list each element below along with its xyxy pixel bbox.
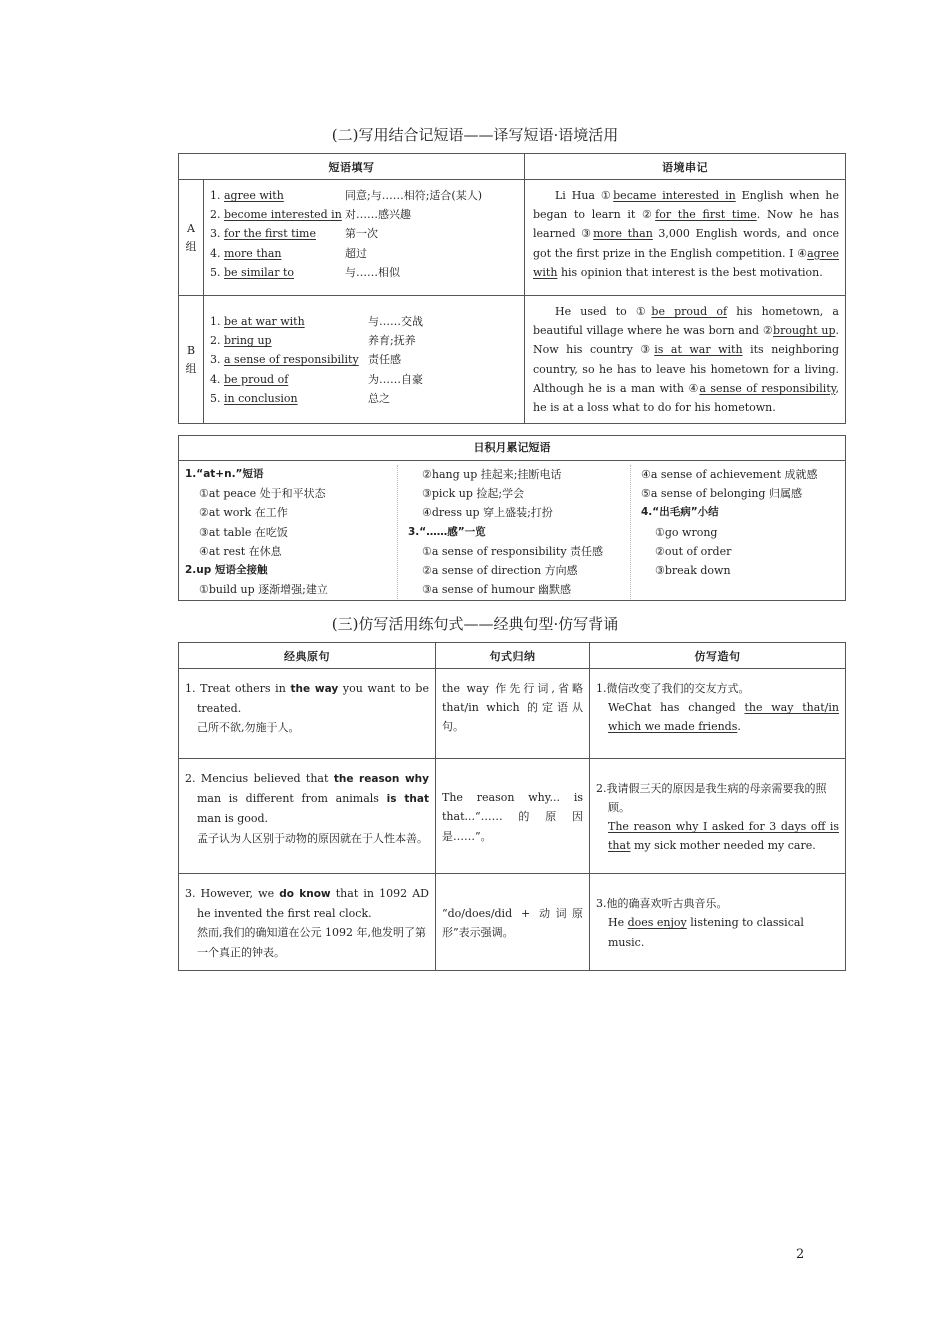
pattern-summary: The reason why... is that...“……的原因是……”。 (436, 759, 590, 874)
list-item: ③break down (655, 564, 731, 578)
group-a-label: A 组 (179, 180, 204, 296)
group-b-row (179, 296, 846, 424)
phrase-item: 1. be at war with 与……交战 (210, 315, 423, 328)
accumulate-col-1 (185, 465, 397, 599)
list-item: ③pick up 捡起;学会 (422, 487, 525, 501)
classic-sentence: 3. However, we do know that in 1092 AD he invented the first real clock. 然而,我们的确知道在公元 1092 年,他发明了第一个真正的钟表。 (179, 874, 436, 971)
table-row (179, 874, 846, 971)
list-item: ⑤a sense of belonging 归属感 (641, 487, 802, 501)
list-heading: 4.“出毛病”小结 (641, 506, 719, 519)
group-a-row (179, 180, 846, 296)
phrase-item: 5. in conclusion 总之 (210, 391, 390, 405)
page-number: 2 (796, 1247, 805, 1262)
list-item: ①go wrong (655, 525, 718, 539)
context-header: 语境串记 (525, 154, 846, 180)
group-a-phrases (204, 180, 525, 296)
pattern-summary: “do/does/did + 动词原形”表示强调。 (436, 874, 590, 971)
list-heading: 1.“at+n.”短语 (185, 468, 264, 480)
table-row (179, 669, 846, 759)
list-item: ③a sense of humour 幽默感 (422, 583, 572, 597)
list-item: ②out of order (655, 544, 732, 558)
phrase-item: 3. a sense of responsibility 责任感 (210, 353, 401, 367)
phrase-fill-header: 短语填写 (179, 154, 525, 180)
phrase-item: 4. be proud of 为……自豪 (210, 372, 423, 386)
list-item: ③at table 在吃饭 (199, 525, 288, 539)
phrase-table (178, 153, 846, 424)
accumulate-title: 日积月累记短语 (179, 436, 845, 461)
list-item: ②hang up 挂起来;挂断电话 (422, 468, 562, 481)
imitation-sentence: 1.微信改变了我们的交友方式。 WeChat has changed the way that/in which we made friends. (590, 669, 846, 759)
table-row (179, 759, 846, 874)
list-item: ①build up 逐渐增强;建立 (199, 583, 328, 597)
classic-sentence: 2. Mencius believed that the reason why man is different from animals is that man is good. 孟子认为人区别于动物的原因就在于人性本善。 (179, 759, 436, 874)
list-heading: 2.up 短语全接触 (185, 564, 268, 577)
list-item: ①at peace 处于和平状态 (199, 487, 326, 501)
group-a-context: Li Hua ①became interested in English when he began to learn it ②for the first time. Now he has learned ③more than 3,000 English words, and once got the first prize in the English competition. I ④agree with his opinion that interest is the best motivation. (525, 180, 846, 296)
section-3-title: (三)仿写活用练句式——经典句型·仿写背诵 (331, 615, 619, 633)
imitation-sentence: 3.他的确喜欢听古典音乐。 He does enjoy listening to classical music. (590, 874, 846, 971)
list-item: ②a sense of direction 方向感 (422, 564, 578, 578)
classic-sentence: 1. Treat others in the way you want to be treated. 己所不欲,勿施于人。 (179, 669, 436, 759)
phrase-item: 5. be similar to 与……相似 (210, 265, 400, 279)
imitation-sentence: 2.我请假三天的原因是我生病的母亲需要我的照顾。 The reason why I asked for 3 days off is that my sick mother needed my care. (590, 759, 846, 874)
list-heading: 3.“……感”一览 (408, 525, 486, 538)
phrase-item: 3. for the first time 第一次 (210, 227, 378, 241)
pattern-header: 句式归纳 (436, 643, 590, 669)
classic-sentence-header: 经典原句 (179, 643, 436, 669)
group-b-context: He used to ①be proud of his hometown, a beautiful village where he was born and ②brought up. Now his country ③is at war with its neighboring country, so he has to leave his hometown for a living. Although he is a man with ④a sense of responsibility, he is at a loss what to do for his hometown. (525, 296, 846, 424)
accumulate-box (178, 435, 846, 601)
group-b-phrases (204, 296, 525, 424)
list-item: ①a sense of responsibility 责任感 (422, 544, 604, 558)
group-b-label: B 组 (179, 296, 204, 424)
list-item: ②at work 在工作 (199, 506, 288, 520)
list-item: ④a sense of achievement 成就感 (641, 468, 818, 481)
phrase-item: 4. more than 超过 (210, 246, 367, 260)
phrase-item: 1. agree with 同意;与……相符;适合(某人) (210, 189, 482, 202)
phrase-item: 2. bring up 养育;抚养 (210, 334, 416, 348)
imitation-header: 仿写造句 (590, 643, 846, 669)
pattern-summary: the way 作先行词,省略 that/in which 的定语从句。 (436, 669, 590, 759)
accumulate-col-3 (630, 465, 841, 599)
section-2-title: (二)写用结合记短语——译写短语·语境活用 (331, 126, 619, 144)
phrase-item: 2. become interested in 对……感兴趣 (210, 208, 411, 222)
accumulate-col-2 (397, 465, 630, 599)
sentence-table (178, 642, 846, 971)
list-item: ④at rest 在休息 (199, 544, 282, 558)
list-item: ④dress up 穿上盛装;打扮 (422, 506, 553, 520)
